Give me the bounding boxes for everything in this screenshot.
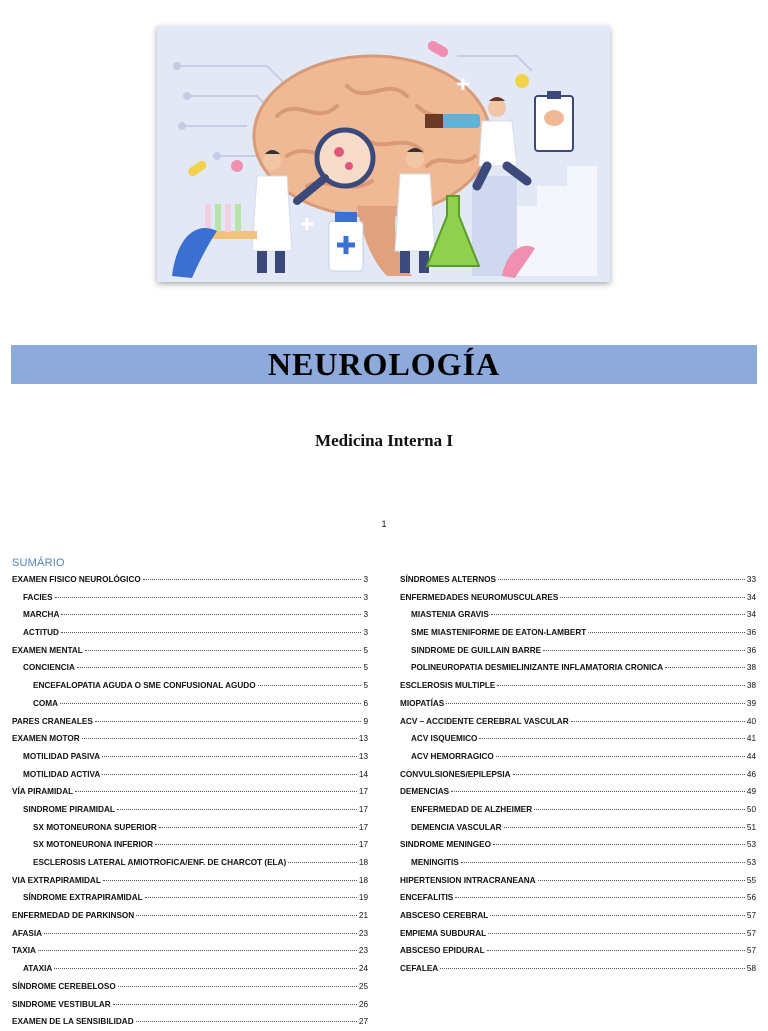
toc-entry[interactable] — [12, 571, 368, 589]
toc-leader-dots — [560, 596, 745, 598]
toc-entry-page: 19 — [358, 893, 368, 903]
toc-leader-dots — [451, 790, 745, 792]
toc-entry[interactable] — [12, 642, 368, 660]
toc-entry[interactable] — [400, 659, 756, 677]
toc-right-column — [400, 556, 756, 978]
toc-entry[interactable] — [12, 624, 368, 642]
toc-leader-dots — [85, 649, 362, 651]
toc-left-column — [12, 556, 368, 1031]
toc-entry-page: 3 — [363, 628, 368, 638]
toc-entry-label: ESCLEROSIS MULTIPLE — [400, 681, 496, 691]
toc-entry-page: 14 — [358, 769, 368, 779]
toc-entry[interactable] — [400, 571, 756, 589]
toc-entry-label: SINDROME PIRAMIDAL — [23, 804, 115, 814]
toc-entry-label: ACV – ACCIDENTE CEREBRAL VASCULAR — [400, 716, 569, 726]
toc-entry[interactable] — [400, 819, 756, 837]
toc-entry-label: SX MOTONEURONA INFERIOR — [33, 840, 154, 850]
document-title: NEUROLOGÍA — [267, 346, 501, 382]
neurology-lab-illustration-icon — [157, 26, 610, 282]
toc-leader-dots — [54, 967, 357, 969]
toc-leader-dots — [136, 1020, 357, 1022]
toc-entry[interactable] — [12, 960, 368, 978]
toc-leader-dots — [159, 826, 357, 828]
toc-entry-page: 27 — [358, 1017, 368, 1027]
toc-entry-label: POLINEUROPATIA DESMIELINIZANTE INFLAMATORIA CRONICA — [411, 663, 664, 673]
toc-entry-page: 56 — [746, 893, 756, 903]
toc-entry-label: DEMENCIAS — [400, 787, 450, 797]
toc-entry-page: 5 — [363, 681, 368, 691]
toc-entry[interactable] — [12, 783, 368, 801]
toc-leader-dots — [136, 914, 357, 916]
toc-entry-label: SX MOTONEURONA SUPERIOR — [33, 822, 157, 832]
toc-entry[interactable] — [400, 713, 756, 731]
toc-leader-dots — [490, 914, 745, 916]
toc-entry-label: PARES CRANEALES — [12, 716, 93, 726]
toc-entry-page: 38 — [746, 663, 756, 673]
toc-entry[interactable] — [12, 695, 368, 713]
toc-leader-dots — [102, 755, 357, 757]
toc-entry-page: 18 — [358, 858, 368, 867]
toc-entry-label: ENCEFALOPATIA AGUDA O SME CONFUSIONAL AGUDO — [33, 681, 256, 691]
toc-entry-page: 51 — [746, 822, 756, 832]
toc-entry[interactable] — [400, 801, 756, 819]
toc-entry[interactable] — [400, 960, 756, 978]
toc-entry-page: 25 — [358, 981, 368, 991]
toc-entry-label: ENFERMEDAD DE PARKINSON — [12, 911, 135, 921]
toc-entry-page: 21 — [358, 911, 368, 921]
toc-leader-dots — [534, 808, 745, 810]
toc-leader-dots — [479, 737, 744, 739]
toc-leader-dots — [117, 808, 357, 810]
toc-entry-page: 17 — [358, 822, 368, 832]
toc-entry-page: 46 — [746, 769, 756, 779]
toc-leader-dots — [102, 773, 357, 775]
toc-leader-dots — [497, 684, 745, 686]
toc-entry[interactable] — [400, 606, 756, 624]
toc-entry-label: MARCHA — [23, 610, 60, 620]
toc-leader-dots — [571, 720, 745, 722]
toc-entry-label: CONVULSIONES/EPILEPSIA — [400, 769, 511, 779]
toc-entry[interactable] — [400, 854, 756, 872]
toc-entry[interactable] — [12, 978, 368, 996]
toc-entry-page: 55 — [746, 875, 756, 885]
toc-entry-label: ESCLEROSIS LATERAL AMIOTROFICA/ENF. DE CHARCOT (ELA) — [33, 858, 287, 867]
toc-entry[interactable] — [12, 606, 368, 624]
toc-entry-page: 13 — [358, 751, 368, 761]
toc-entry[interactable] — [12, 659, 368, 677]
toc-entry-label: VIA EXTRAPIRAMIDAL — [12, 875, 101, 885]
toc-leader-dots — [75, 790, 357, 792]
toc-entry[interactable] — [400, 907, 756, 925]
toc-entry[interactable] — [12, 713, 368, 731]
toc-leader-dots — [61, 631, 362, 633]
toc-leader-dots — [504, 826, 745, 828]
toc-leader-dots — [538, 879, 745, 881]
toc-entry-page: 57 — [746, 928, 756, 938]
toc-entry-page: 50 — [746, 804, 756, 814]
toc-entry-label: ABSCESO CEREBRAL — [400, 911, 489, 921]
toc-entry-label: COMA — [33, 698, 59, 708]
toc-leader-dots — [113, 1003, 357, 1005]
toc-entry-label: MIOPATÍAS — [400, 698, 445, 708]
toc-leader-dots — [143, 578, 362, 580]
toc-entry-label: EXAMEN MOTOR — [12, 734, 80, 744]
toc-entry-label: ACV HEMORRAGICO — [411, 751, 494, 761]
toc-leader-dots — [493, 843, 745, 845]
title-band — [11, 345, 757, 384]
toc-entry[interactable] — [400, 642, 756, 660]
toc-entry[interactable] — [12, 854, 368, 872]
toc-entry[interactable] — [400, 889, 756, 907]
toc-leader-dots — [440, 967, 745, 969]
toc-entry[interactable] — [12, 996, 368, 1014]
toc-entry[interactable] — [12, 766, 368, 784]
toc-leader-dots — [258, 684, 362, 686]
toc-entry-page: 18 — [358, 875, 368, 885]
toc-entry-label: EXAMEN FISICO NEUROLÓGICO — [12, 575, 141, 584]
toc-right-list — [400, 571, 756, 978]
toc-entry[interactable] — [400, 748, 756, 766]
toc-entry[interactable] — [400, 624, 756, 642]
toc-entry[interactable] — [400, 836, 756, 854]
toc-entry[interactable] — [12, 677, 368, 695]
toc-leader-dots — [665, 666, 745, 668]
toc-entry-page: 36 — [746, 645, 756, 655]
toc-entry-page: 13 — [358, 734, 368, 744]
toc-entry[interactable] — [400, 730, 756, 748]
toc-entry-page: 34 — [746, 610, 756, 620]
toc-entry-page: 24 — [358, 964, 368, 974]
toc-entry[interactable] — [12, 1013, 368, 1031]
toc-entry-page: 53 — [746, 858, 756, 867]
toc-heading: SUMÁRIO — [12, 557, 65, 569]
toc-leader-dots — [513, 773, 745, 775]
toc-leader-dots — [155, 843, 357, 845]
toc-entry-label: SINDROME VESTIBULAR — [12, 999, 111, 1009]
toc-entry-label: ACTITUD — [23, 628, 59, 638]
toc-entry[interactable] — [12, 836, 368, 854]
toc-entry-label: EXAMEN DE LA SENSIBILIDAD — [12, 1017, 134, 1027]
toc-entry-label: VÍA PIRAMIDAL — [12, 787, 74, 797]
toc-entry-label: MENINGITIS — [411, 858, 459, 867]
toc-leader-dots — [496, 755, 745, 757]
toc-entry[interactable] — [400, 872, 756, 890]
toc-entry-label: ENFERMEDAD DE ALZHEIMER — [411, 804, 533, 814]
toc-entry-label: TAXIA — [12, 946, 36, 956]
toc-entry-label: MIASTENIA GRAVIS — [411, 610, 489, 620]
toc-leader-dots — [44, 932, 357, 934]
toc-entry-label: SME MIASTENIFORME DE EATON-LAMBERT — [411, 628, 587, 638]
toc-entry-page: 57 — [746, 911, 756, 921]
toc-leader-dots — [118, 985, 357, 987]
toc-entry-page: 5 — [363, 663, 368, 673]
toc-entry-page: 53 — [746, 840, 756, 850]
toc-leader-dots — [446, 702, 745, 704]
cover-illustration — [157, 26, 610, 282]
toc-entry[interactable] — [400, 695, 756, 713]
toc-entry-label: ENCEFALITIS — [400, 893, 454, 903]
toc-entry[interactable] — [12, 589, 368, 607]
toc-leader-dots — [543, 649, 745, 651]
toc-entry-label: MOTILIDAD ACTIVA — [23, 769, 101, 779]
toc-leader-dots — [55, 596, 362, 598]
toc-entry[interactable] — [400, 783, 756, 801]
toc-entry-label: EXAMEN MENTAL — [12, 645, 83, 655]
toc-entry-page: 34 — [746, 592, 756, 602]
toc-entry[interactable] — [400, 942, 756, 960]
toc-entry-label: SINDROME MENINGEO — [400, 840, 491, 850]
toc-entry-page: 36 — [746, 628, 756, 638]
toc-entry-label: SÍNDROME CEREBELOSO — [12, 981, 116, 991]
toc-leader-dots — [491, 613, 745, 615]
toc-entry-page: 49 — [746, 787, 756, 797]
toc-entry-page: 33 — [746, 575, 756, 584]
toc-entry-page: 44 — [746, 751, 756, 761]
toc-entry-page: 9 — [363, 716, 368, 726]
toc-entry[interactable] — [12, 889, 368, 907]
toc-entry[interactable] — [12, 748, 368, 766]
toc-entry-page: 17 — [358, 840, 368, 850]
toc-leader-dots — [82, 737, 357, 739]
toc-entry-page: 40 — [746, 716, 756, 726]
toc-entry[interactable] — [12, 801, 368, 819]
toc-entry[interactable] — [12, 872, 368, 890]
toc-entry-page: 5 — [363, 645, 368, 655]
toc-entry-page: 23 — [358, 946, 368, 956]
toc-entry-label: CONCIENCIA — [23, 663, 75, 673]
toc-leader-dots — [77, 666, 362, 668]
toc-entry-page: 41 — [746, 734, 756, 744]
toc-entry[interactable] — [400, 589, 756, 607]
toc-leader-dots — [488, 932, 745, 934]
toc-heading-spacer — [400, 556, 756, 571]
toc-entry[interactable] — [12, 730, 368, 748]
toc-entry-label: HIPERTENSION INTRACRANEANA — [400, 875, 536, 885]
document-subtitle: Medicina Interna I — [315, 431, 453, 450]
toc-entry-page: 3 — [363, 610, 368, 620]
toc-leader-dots — [588, 631, 745, 633]
toc-entry-page: 26 — [358, 999, 368, 1009]
toc-entry[interactable] — [12, 819, 368, 837]
toc-leader-dots — [61, 613, 361, 615]
toc-entry-label: CEFALEA — [400, 964, 439, 974]
toc-entry-label: ATAXIA — [23, 964, 53, 974]
toc-entry-page: 23 — [358, 928, 368, 938]
toc-entry-page: 6 — [363, 698, 368, 708]
toc-leader-dots — [498, 578, 745, 580]
toc-entry[interactable] — [12, 907, 368, 925]
toc-entry-page: 17 — [358, 804, 368, 814]
toc-leader-dots — [455, 896, 745, 898]
toc-entry-label: MOTILIDAD PASIVA — [23, 751, 101, 761]
toc-leader-dots — [60, 702, 361, 704]
toc-entry[interactable] — [400, 766, 756, 784]
toc-leader-dots — [95, 720, 362, 722]
toc-entry-label: ENFERMEDADES NEUROMUSCULARES — [400, 592, 559, 602]
toc-leader-dots — [487, 949, 745, 951]
toc-entry-page: 3 — [363, 575, 368, 584]
toc-entry-label: EMPIEMA SUBDURAL — [400, 928, 487, 938]
toc-entry-label: ABSCESO EPIDURAL — [400, 946, 485, 956]
toc-entry-page: 39 — [746, 698, 756, 708]
toc-leader-dots — [38, 949, 357, 951]
toc-entry-page: 57 — [746, 946, 756, 956]
toc-entry-label: SÍNDROME EXTRAPIRAMIDAL — [23, 893, 143, 903]
toc-entry[interactable] — [400, 925, 756, 943]
page-number: 1 — [381, 519, 387, 529]
toc-leader-dots — [103, 879, 357, 881]
toc-entry[interactable] — [12, 942, 368, 960]
toc-entry-label: DEMENCIA VASCULAR — [411, 822, 502, 832]
toc-left-list — [12, 571, 368, 1031]
toc-entry-label: AFASIA — [12, 928, 43, 938]
toc-entry-label: SINDROME DE GUILLAIN BARRE — [411, 645, 542, 655]
toc-entry-page: 17 — [358, 787, 368, 797]
toc-entry-page: 38 — [746, 681, 756, 691]
toc-leader-dots — [461, 861, 745, 863]
toc-leader-dots — [288, 861, 357, 863]
toc-entry[interactable] — [12, 925, 368, 943]
toc-entry-label: ACV ISQUEMICO — [411, 734, 478, 744]
toc-leader-dots — [145, 896, 357, 898]
toc-entry-page: 58 — [746, 964, 756, 974]
toc-entry-page: 3 — [363, 592, 368, 602]
toc-entry-label: SÍNDROMES ALTERNOS — [400, 575, 496, 584]
toc-entry[interactable] — [400, 677, 756, 695]
toc-entry-label: FACIES — [23, 592, 53, 602]
